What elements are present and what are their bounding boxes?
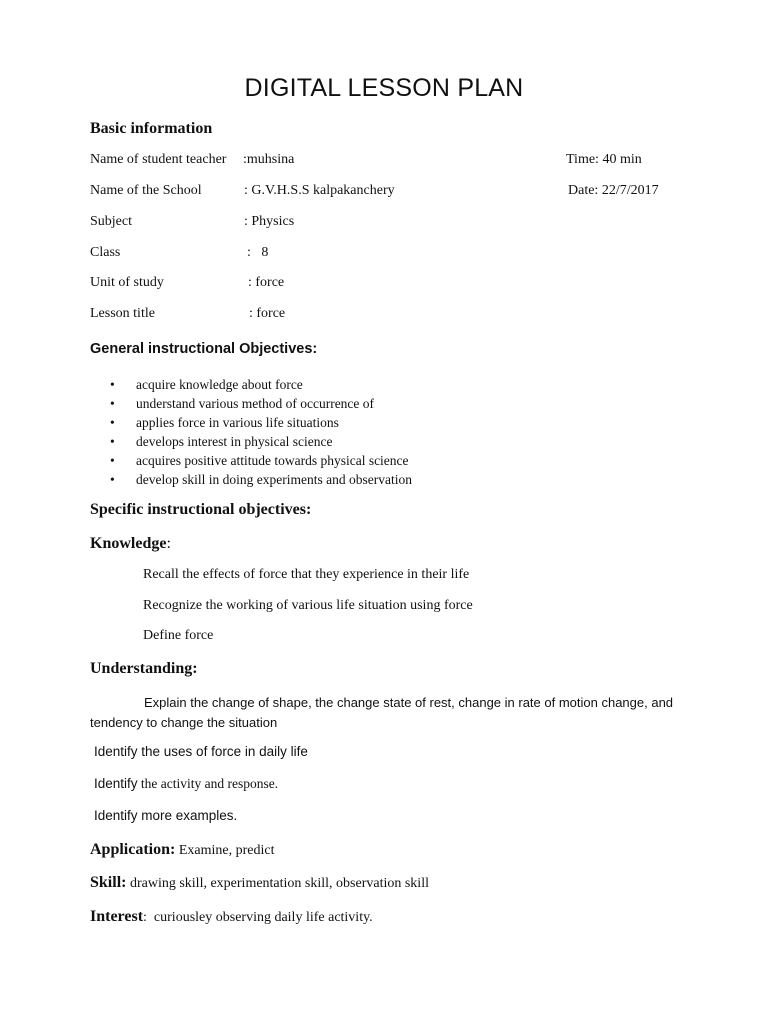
info-value: :muhsina — [243, 152, 295, 167]
understanding-item-bold: Identify the uses of force in daily life — [94, 744, 308, 759]
understanding-item — [94, 776, 278, 792]
application-text: Examine, predict — [175, 843, 275, 858]
bullet-icon: • — [110, 434, 115, 449]
application-heading: Application: — [90, 841, 176, 858]
general-objectives-list — [110, 375, 412, 489]
understanding-item-bold: Identify more examples. — [94, 808, 238, 823]
interest-text: curiousley observing daily life activity. — [146, 910, 373, 925]
info-value: : force — [248, 275, 285, 290]
info-label: Name of student teacher — [90, 152, 227, 167]
bullet-icon: • — [110, 396, 115, 411]
general-objectives-heading: General instructional Objectives: — [90, 341, 318, 357]
list-item — [110, 432, 412, 451]
understanding-item — [94, 808, 237, 823]
info-value: : 8 — [247, 245, 269, 260]
list-item-text: develops interest in physical science — [136, 434, 333, 449]
skill-heading: Skill: — [90, 874, 127, 891]
list-item — [110, 375, 412, 394]
list-item — [110, 470, 412, 489]
bullet-icon: • — [110, 472, 115, 487]
understanding-item — [94, 744, 308, 759]
understanding-paragraph-text: Explain the change of shape, the change state of rest, change in rate of motion change, and tendency to change the situation — [90, 695, 674, 730]
basic-info-heading: Basic information — [90, 120, 213, 137]
list-item — [110, 394, 412, 413]
page-title: DIGITAL LESSON PLAN — [244, 74, 524, 102]
skill-text: drawing skill, experimentation skill, observation skill — [126, 876, 429, 891]
interest-line — [90, 908, 373, 926]
knowledge-item: Recognize the working of various life situation using force — [143, 598, 473, 613]
list-item-text: applies force in various life situations — [136, 415, 339, 430]
info-label: Unit of study — [90, 275, 164, 290]
info-row-teacher — [90, 152, 690, 172]
knowledge-heading — [90, 535, 171, 553]
understanding-item-bold: Identify — [94, 776, 138, 791]
knowledge-colon: : — [166, 535, 171, 552]
info-row-unit — [90, 275, 690, 295]
understanding-item-rest: the activity and response. — [137, 776, 279, 791]
knowledge-heading-text: Knowledge — [90, 535, 167, 552]
bullet-icon: • — [110, 453, 115, 468]
info-value: : Physics — [244, 214, 295, 229]
list-item — [110, 451, 412, 470]
bullet-icon: • — [110, 415, 115, 430]
info-row-subject — [90, 214, 690, 234]
understanding-heading: Understanding: — [90, 660, 198, 677]
info-row-school — [90, 183, 690, 203]
knowledge-item: Define force — [143, 628, 214, 643]
list-item-text: develop skill in doing experiments and observation — [136, 472, 412, 487]
info-value: : G.V.H.S.S kalpakanchery — [244, 183, 395, 198]
understanding-paragraph — [90, 693, 690, 733]
application-line — [90, 841, 274, 859]
list-item-text: acquire knowledge about force — [136, 377, 303, 392]
interest-heading: Interest — [90, 908, 144, 925]
bullet-icon: • — [110, 377, 115, 392]
list-item-text: understand various method of occurrence of — [136, 396, 375, 411]
list-item-text: acquires positive attitude towards physical science — [136, 453, 409, 468]
info-value: : force — [249, 306, 286, 321]
info-label: Name of the School — [90, 183, 202, 198]
list-item — [110, 413, 412, 432]
info-row-class — [90, 245, 690, 265]
info-label: Class — [90, 245, 121, 260]
specific-objectives-heading: Specific instructional objectives: — [90, 501, 312, 518]
info-label: Subject — [90, 214, 132, 229]
info-row-lesson-title — [90, 306, 690, 326]
info-date: Date: 22/7/2017 — [568, 183, 659, 198]
info-time: Time: 40 min — [566, 152, 642, 167]
skill-line — [90, 874, 429, 892]
knowledge-item: Recall the effects of force that they experience in their life — [143, 567, 470, 582]
info-label: Lesson title — [90, 306, 155, 321]
interest-colon: : — [143, 910, 147, 925]
